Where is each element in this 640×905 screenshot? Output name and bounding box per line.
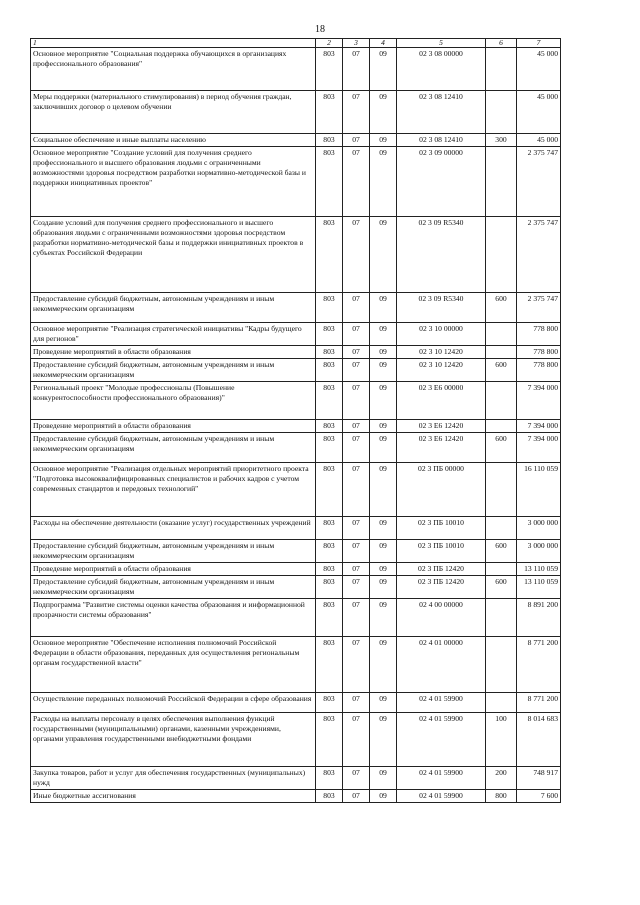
row-name-cell: Иные бюджетные ассигнования	[31, 790, 316, 803]
row-c2-cell: 803	[316, 134, 343, 147]
row-c4-cell: 09	[370, 767, 397, 790]
row-c4-cell: 09	[370, 790, 397, 803]
row-c4-cell: 09	[370, 517, 397, 540]
table-row	[31, 517, 561, 540]
row-name-cell: Расходы на выплаты персоналу в целях обеспечения выполнения функций государственными (муниципальными) органами, казенными учреждениями, органами управления государственными внебюджетными фондами	[31, 713, 316, 767]
row-c4-cell: 09	[370, 359, 397, 382]
row-c3-cell: 07	[343, 217, 370, 293]
row-c5-cell: 02 3 08 12410	[397, 91, 486, 134]
row-c4-cell: 09	[370, 48, 397, 91]
row-name-cell: Предоставление субсидий бюджетным, автономным учреждениям и иным некоммерческим организациям	[31, 293, 316, 323]
row-c7-cell: 778 800	[517, 359, 561, 382]
row-c4-cell: 09	[370, 540, 397, 563]
row-c2-cell: 803	[316, 359, 343, 382]
row-name-cell: Проведение мероприятий в области образования	[31, 420, 316, 433]
row-c7-cell: 45 000	[517, 91, 561, 134]
row-c5-cell: 02 3 ПБ 12420	[397, 563, 486, 576]
row-name-cell: Предоставление субсидий бюджетным, автономным учреждениям и иным некоммерческим организациям	[31, 359, 316, 382]
row-name-cell: Закупка товаров, работ и услуг для обеспечения государственных (муниципальных) нужд	[31, 767, 316, 790]
table-row	[31, 147, 561, 217]
row-c6-cell	[486, 48, 517, 91]
row-c6-cell	[486, 563, 517, 576]
row-c4-cell: 09	[370, 599, 397, 637]
row-c3-cell: 07	[343, 767, 370, 790]
row-c6-cell	[486, 693, 517, 713]
row-c6-cell	[486, 599, 517, 637]
row-c2-cell: 803	[316, 293, 343, 323]
row-c7-cell: 8 014 683	[517, 713, 561, 767]
row-c4-cell: 09	[370, 563, 397, 576]
row-c6-cell	[486, 382, 517, 420]
row-c3-cell: 07	[343, 420, 370, 433]
row-c2-cell: 803	[316, 713, 343, 767]
row-c6-cell	[486, 147, 517, 217]
row-c2-cell: 803	[316, 790, 343, 803]
row-c2-cell: 803	[316, 147, 343, 217]
row-c7-cell: 2 375 747	[517, 147, 561, 217]
row-c5-cell: 02 3 09 00000	[397, 147, 486, 217]
header-cell-4: 4	[370, 39, 397, 48]
row-c5-cell: 02 4 00 00000	[397, 599, 486, 637]
row-c6-cell	[486, 91, 517, 134]
row-name-cell: Меры поддержки (материального стимулирования) в период обучения граждан, заключивших договор о целевом обучении	[31, 91, 316, 134]
row-c2-cell: 803	[316, 346, 343, 359]
row-c2-cell: 803	[316, 693, 343, 713]
row-name-cell: Основное мероприятие "Обеспечение исполнения полномочий Российской Федерации в области образования, переданных для осуществления региональным органам государственной власти"	[31, 637, 316, 693]
table-row	[31, 713, 561, 767]
row-c5-cell: 02 3 10 00000	[397, 323, 486, 346]
row-c6-cell: 800	[486, 790, 517, 803]
row-c2-cell: 803	[316, 420, 343, 433]
row-c5-cell: 02 3 E6 12420	[397, 433, 486, 463]
table-body	[31, 48, 561, 803]
row-c6-cell	[486, 217, 517, 293]
header-cell-2: 2	[316, 39, 343, 48]
row-c5-cell: 02 4 01 00000	[397, 637, 486, 693]
row-c7-cell: 45 000	[517, 48, 561, 91]
header-cell-5: 5	[397, 39, 486, 48]
row-name-cell: Подпрограмма "Развитие системы оценки качества образования и информационной прозрачности системы образования"	[31, 599, 316, 637]
table-row	[31, 433, 561, 463]
row-c5-cell: 02 3 ПБ 10010	[397, 517, 486, 540]
row-c4-cell: 09	[370, 323, 397, 346]
row-c2-cell: 803	[316, 563, 343, 576]
header-row	[31, 39, 561, 48]
row-c7-cell: 16 110 059	[517, 463, 561, 517]
header-cell-6: 6	[486, 39, 517, 48]
table-row	[31, 563, 561, 576]
row-c4-cell: 09	[370, 134, 397, 147]
row-c7-cell: 2 375 747	[517, 293, 561, 323]
row-c5-cell: 02 4 01 59900	[397, 693, 486, 713]
table-row	[31, 576, 561, 599]
row-c3-cell: 07	[343, 540, 370, 563]
row-c2-cell: 803	[316, 517, 343, 540]
row-c5-cell: 02 3 09 R5340	[397, 293, 486, 323]
table-row	[31, 637, 561, 693]
row-c5-cell: 02 3 ПБ 12420	[397, 576, 486, 599]
row-c4-cell: 09	[370, 147, 397, 217]
row-c3-cell: 07	[343, 48, 370, 91]
row-c3-cell: 07	[343, 382, 370, 420]
row-c3-cell: 07	[343, 359, 370, 382]
row-c5-cell: 02 3 08 00000	[397, 48, 486, 91]
row-c7-cell: 7 394 000	[517, 382, 561, 420]
row-name-cell: Основное мероприятие "Реализация стратегической инициативы "Кадры будущего для регионов"	[31, 323, 316, 346]
row-c6-cell	[486, 323, 517, 346]
row-c6-cell	[486, 420, 517, 433]
row-c7-cell: 778 800	[517, 346, 561, 359]
row-c3-cell: 07	[343, 713, 370, 767]
table-row	[31, 293, 561, 323]
row-c2-cell: 803	[316, 576, 343, 599]
row-c7-cell: 3 000 000	[517, 517, 561, 540]
table-row	[31, 346, 561, 359]
row-c2-cell: 803	[316, 433, 343, 463]
table-row	[31, 134, 561, 147]
row-name-cell: Предоставление субсидий бюджетным, автономным учреждениям и иным некоммерческим организациям	[31, 576, 316, 599]
row-c4-cell: 09	[370, 463, 397, 517]
row-c5-cell: 02 3 08 12410	[397, 134, 486, 147]
row-c6-cell: 600	[486, 576, 517, 599]
table-row	[31, 463, 561, 517]
row-c6-cell: 600	[486, 433, 517, 463]
row-c6-cell: 600	[486, 293, 517, 323]
table-row	[31, 382, 561, 420]
row-c4-cell: 09	[370, 637, 397, 693]
row-c3-cell: 07	[343, 563, 370, 576]
table-row	[31, 599, 561, 637]
row-c2-cell: 803	[316, 637, 343, 693]
row-c2-cell: 803	[316, 463, 343, 517]
row-c5-cell: 02 4 01 59900	[397, 767, 486, 790]
row-c3-cell: 07	[343, 637, 370, 693]
table-row	[31, 217, 561, 293]
row-c5-cell: 02 3 ПБ 10010	[397, 540, 486, 563]
row-c6-cell: 600	[486, 359, 517, 382]
row-c3-cell: 07	[343, 346, 370, 359]
row-c5-cell: 02 4 01 59900	[397, 790, 486, 803]
row-c7-cell: 3 000 000	[517, 540, 561, 563]
row-c4-cell: 09	[370, 293, 397, 323]
table-row	[31, 790, 561, 803]
row-c6-cell: 600	[486, 540, 517, 563]
row-c7-cell: 8 771 200	[517, 693, 561, 713]
row-c5-cell: 02 3 09 R5340	[397, 217, 486, 293]
row-c6-cell: 300	[486, 134, 517, 147]
row-name-cell: Предоставление субсидий бюджетным, автономным учреждениям и иным некоммерческим организациям	[31, 433, 316, 463]
row-c7-cell: 8 891 200	[517, 599, 561, 637]
row-name-cell: Основное мероприятие "Социальная поддержка обучающихся в организациях профессионального образования"	[31, 48, 316, 91]
row-c3-cell: 07	[343, 576, 370, 599]
row-c3-cell: 07	[343, 147, 370, 217]
row-name-cell: Региональный проект "Молодые профессионалы (Повышение конкурентоспособности профессионального образования)"	[31, 382, 316, 420]
row-name-cell: Предоставление субсидий бюджетным, автономным учреждениям и иным некоммерческим организациям	[31, 540, 316, 563]
row-c3-cell: 07	[343, 91, 370, 134]
row-c2-cell: 803	[316, 48, 343, 91]
row-c3-cell: 07	[343, 517, 370, 540]
row-name-cell: Проведение мероприятий в области образования	[31, 563, 316, 576]
row-c6-cell: 100	[486, 713, 517, 767]
table-row	[31, 323, 561, 346]
row-c4-cell: 09	[370, 91, 397, 134]
budget-table	[30, 38, 561, 803]
row-c7-cell: 7 600	[517, 790, 561, 803]
row-c7-cell: 45 000	[517, 134, 561, 147]
row-c4-cell: 09	[370, 693, 397, 713]
row-c5-cell: 02 3 E6 00000	[397, 382, 486, 420]
row-c3-cell: 07	[343, 293, 370, 323]
row-c3-cell: 07	[343, 134, 370, 147]
row-c2-cell: 803	[316, 91, 343, 134]
row-c2-cell: 803	[316, 217, 343, 293]
row-name-cell: Основное мероприятие "Создание условий для получения среднего профессионального и высшего образования людьми с ограниченными возможностями здоровья посредством разработки нормативно-методической базы и поддержки инициативных проектов"	[31, 147, 316, 217]
table-row	[31, 91, 561, 134]
row-c3-cell: 07	[343, 433, 370, 463]
row-c7-cell: 13 110 059	[517, 563, 561, 576]
row-c5-cell: 02 3 E6 12420	[397, 420, 486, 433]
row-c4-cell: 09	[370, 713, 397, 767]
table-row	[31, 48, 561, 91]
table-row	[31, 767, 561, 790]
row-c3-cell: 07	[343, 693, 370, 713]
row-c2-cell: 803	[316, 382, 343, 420]
row-name-cell: Осуществление переданных полномочий Российской Федерации в сфере образования	[31, 693, 316, 713]
row-name-cell: Социальное обеспечение и иные выплаты населению	[31, 134, 316, 147]
row-c7-cell: 7 394 000	[517, 433, 561, 463]
row-c6-cell	[486, 637, 517, 693]
row-c3-cell: 07	[343, 790, 370, 803]
row-c3-cell: 07	[343, 323, 370, 346]
row-c4-cell: 09	[370, 420, 397, 433]
row-c6-cell: 200	[486, 767, 517, 790]
row-c2-cell: 803	[316, 540, 343, 563]
table-row	[31, 420, 561, 433]
row-c4-cell: 09	[370, 433, 397, 463]
row-c5-cell: 02 3 10 12420	[397, 346, 486, 359]
row-c6-cell	[486, 463, 517, 517]
row-c7-cell: 2 375 747	[517, 217, 561, 293]
header-cell-1: 1	[31, 39, 316, 48]
row-c4-cell: 09	[370, 576, 397, 599]
row-c7-cell: 13 110 059	[517, 576, 561, 599]
row-c5-cell: 02 3 10 12420	[397, 359, 486, 382]
table-row	[31, 540, 561, 563]
row-c4-cell: 09	[370, 346, 397, 359]
row-c5-cell: 02 4 01 59900	[397, 713, 486, 767]
row-c7-cell: 778 800	[517, 323, 561, 346]
page-number: 18	[315, 24, 325, 35]
row-c6-cell	[486, 517, 517, 540]
header-cell-7: 7	[517, 39, 561, 48]
row-name-cell: Расходы на обеспечение деятельности (оказание услуг) государственных учреждений	[31, 517, 316, 540]
row-c2-cell: 803	[316, 767, 343, 790]
row-c2-cell: 803	[316, 323, 343, 346]
row-c5-cell: 02 3 ПБ 00000	[397, 463, 486, 517]
row-name-cell: Проведение мероприятий в области образования	[31, 346, 316, 359]
row-c3-cell: 07	[343, 599, 370, 637]
row-c4-cell: 09	[370, 382, 397, 420]
row-name-cell: Создание условий для получения среднего профессионального и высшего образования людьми с ограниченными возможностями здоровья посредством разработки нормативно-методической базы и поддержки инициативных проектов в субъектах Российской Федерации	[31, 217, 316, 293]
header-cell-3: 3	[343, 39, 370, 48]
row-c7-cell: 748 917	[517, 767, 561, 790]
row-c7-cell: 7 394 000	[517, 420, 561, 433]
table-row	[31, 693, 561, 713]
row-c4-cell: 09	[370, 217, 397, 293]
row-c6-cell	[486, 346, 517, 359]
row-c7-cell: 8 771 200	[517, 637, 561, 693]
row-name-cell: Основное мероприятие "Реализация отдельных мероприятий приоритетного проекта "Подготовка высококвалифицированных специалистов и рабочих кадров с учетом современных стандартов и передовых технологий"	[31, 463, 316, 517]
row-c3-cell: 07	[343, 463, 370, 517]
row-c2-cell: 803	[316, 599, 343, 637]
table-row	[31, 359, 561, 382]
